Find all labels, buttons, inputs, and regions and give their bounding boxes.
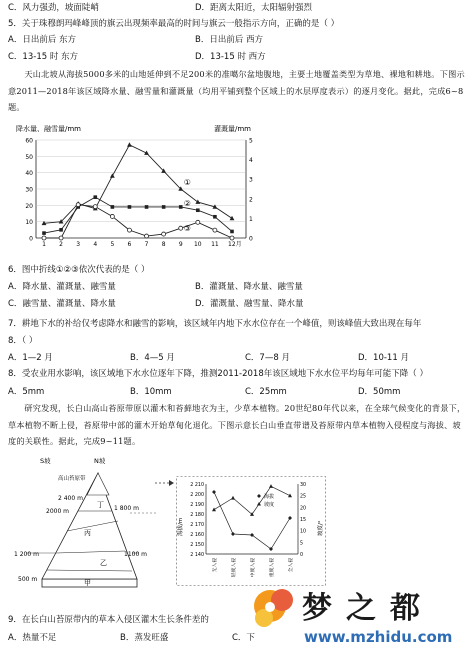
chart2-category-tick: 中度入侵 (251, 558, 256, 578)
chart1-left-tick: 30 (25, 186, 33, 194)
series-3-point (59, 236, 63, 240)
series-3-point (42, 236, 46, 240)
chart1-x-tick: 11 (211, 241, 219, 248)
chart2-category-tick: 无入侵 (213, 558, 218, 573)
chart1-ylabel-left: 降水量、融雪量/mm (16, 125, 81, 133)
series-3-point (110, 214, 114, 218)
alt-2000-label: 2000 m (46, 508, 70, 515)
legend-slope-label: 坡度 (264, 502, 275, 508)
logo-icon (265, 602, 275, 612)
chart2-left-tick: 2 160 (190, 533, 204, 538)
chart2-series-2-line (214, 486, 290, 514)
chart1-x-tick: 10 (193, 241, 202, 248)
series-1-point (127, 142, 132, 146)
chart2-ylabel-right: 坡度/° (318, 520, 324, 536)
series-2-point (162, 205, 166, 209)
q6-option-b: B．灌溉量、降水量、融雪量 (195, 282, 303, 292)
chart2-left-tick: 2 180 (190, 513, 204, 518)
zone-bing: 丙 (84, 529, 91, 537)
series-2-line (44, 197, 232, 233)
s-slope-label: S坡 (40, 457, 51, 465)
mountain-outline (42, 473, 137, 579)
alt-500-label: 500 m (18, 576, 38, 583)
chart1-x-tick: 4 (93, 241, 98, 248)
connector-arrow (155, 475, 175, 495)
passage-tianshan: 天山北坡从海拔5000多米的山地延伸到不足200米的准噶尔盆地腹地，主要土地覆盖类型为草地、裸地和耕地。下图示意2011—2018年该区域降水量、融雪量和灌溉量（均用平铺到整个区域上的水层厚度表示）的逐月变化。据此，完成6~8题。 (8, 69, 465, 112)
series-1-line (44, 145, 232, 223)
chart1-right-tick: 5 (249, 137, 253, 145)
series-2-point (111, 205, 115, 209)
chart2-altitude-point (231, 532, 235, 536)
chart2-right-tick: 25 (300, 494, 307, 500)
q7-option-c: C．7—8 月 (245, 353, 290, 363)
q9-stem: 9．在长白山苔原带内的草本入侵区灌木生长条件差的 (8, 615, 209, 625)
chart1-x-tick: 3 (76, 241, 81, 248)
series-2-point (213, 215, 217, 219)
chart1-left-tick: 60 (25, 137, 33, 145)
series-2-point (93, 195, 97, 199)
q5-option-c: C．13-15 时 东方 (8, 52, 79, 62)
chart2-right-tick: 5 (300, 541, 304, 547)
q6-option-d: D．灌溉量、融雪量、降水量 (195, 299, 304, 309)
q9-option-a: A．热量不足 (8, 633, 57, 643)
watermark-url: www.mzhidu.com (304, 628, 453, 646)
series-marker-1: ① (183, 178, 191, 187)
tundra-label: 高山苔原带 (58, 476, 86, 482)
series-3-point (162, 232, 166, 236)
q5-option-a: A．日出前后 东方 (8, 35, 77, 45)
q6-option-a: A．降水量、灌溉量、融雪量 (8, 282, 116, 292)
chart2-left-tick: 2 190 (190, 503, 204, 508)
q7-stem-cont: 8．（ ） (8, 336, 38, 346)
chart1-right-tick: 0 (249, 235, 253, 243)
chart2-altitude-point (212, 490, 216, 494)
q5-option-b: B．日出前后 西方 (195, 35, 264, 45)
chart2-ylabel-left: 海拔/m (178, 517, 184, 536)
zone-yi: 乙 (100, 559, 107, 567)
series-1-point (195, 199, 200, 203)
n-slope-label: N坡 (94, 457, 106, 465)
chart1-right-tick: 1 (249, 215, 253, 223)
series-marker-3: ③ (183, 224, 191, 234)
chart1-x-axis-label: 12月 (228, 241, 242, 248)
chart2-series-1-line (214, 492, 290, 549)
zone-ding: 丁 (97, 501, 104, 509)
chart1-right-tick: 4 (249, 157, 253, 165)
chart1-x-tick: 9 (178, 241, 183, 248)
changbai-vertical-zone-diagram (12, 455, 162, 590)
chart2-right-tick: 30 (300, 483, 307, 488)
precip-snowmelt-irrigation-chart (14, 120, 274, 260)
chart2-right-tick: 20 (300, 506, 307, 512)
series-2-point (128, 205, 132, 209)
chart1-x-tick: 1 (42, 241, 46, 248)
series-2-point (196, 208, 200, 212)
q9-option-b: B．蒸发旺盛 (120, 633, 169, 643)
chart1-left-tick: 20 (25, 202, 33, 210)
q7-option-a: A．1—2 月 (8, 353, 53, 363)
chart1-x-tick: 6 (127, 241, 132, 248)
series-3-point (127, 228, 131, 232)
chart1-x-tick: 2 (59, 241, 64, 248)
chart1-right-tick: 2 (249, 196, 253, 204)
watermark-brand: 梦之都 (302, 591, 434, 626)
chart1-ylabel-right: 灌溉量/mm (214, 125, 251, 133)
q6-stem: 6．图中折线①②③依次代表的是（ ） (8, 265, 150, 275)
chart1-left-tick: 10 (25, 219, 33, 227)
chart2-category-tick: 全入侵 (289, 558, 294, 573)
alt-1100-label: 1100 m (124, 551, 148, 558)
legend-altitude-marker (257, 494, 261, 498)
series-2-point (145, 205, 149, 209)
chart2-slope-point (231, 496, 235, 500)
series-marker-2: ② (183, 198, 191, 208)
series-3-point (179, 226, 183, 230)
q8-option-a: A．5mm (8, 387, 45, 397)
chart2-slope-point (212, 507, 216, 511)
chart1-x-tick: 5 (110, 241, 115, 248)
chart2-right-tick: 15 (300, 518, 307, 523)
series-3-point (230, 236, 234, 240)
series-1-point (230, 216, 235, 220)
q7-option-b: B．4—5 月 (130, 353, 175, 363)
alt-1200-label: 1 200 m (14, 551, 39, 558)
series-2-point (179, 205, 183, 209)
chart2-category-tick: 重度入侵 (270, 558, 275, 578)
q4-option-c: C．风力强劲，坡面陡峭 (8, 3, 99, 13)
chart2-left-tick: 2 140 (190, 553, 204, 558)
series-3-point (93, 205, 97, 209)
legend-altitude-label: 海拔 (264, 494, 275, 500)
series-2-point (230, 230, 234, 234)
chart2-left-tick: 2 170 (190, 523, 204, 528)
chart2-altitude-point (288, 516, 292, 520)
series-2-point (42, 231, 46, 235)
chart2-category-tick: 轻度入侵 (232, 558, 237, 578)
q8-option-b: B．10mm (130, 387, 172, 397)
chart1-left-tick: 50 (25, 153, 33, 161)
zone-jia: 甲 (84, 579, 91, 587)
chart2-left-tick: 2 210 (190, 483, 204, 488)
chart1-left-tick: 0 (29, 235, 33, 243)
q7-option-d: D．10-11 月 (358, 353, 409, 363)
q5-option-d: D．13-15 时 西方 (195, 52, 266, 62)
chart2-left-tick: 2 150 (190, 543, 204, 548)
q5-stem: 5．关于珠穆朗玛峰峰顶的旗云出现频率最高的时间与旗云一般指示方向，正确的是（ ） (8, 19, 340, 29)
q7-stem: 7．耕地下水的补给仅考虑降水和融雪的影响，该区域年内地下水水位存在一个峰值，则该峰值大致出现在每年 (8, 319, 422, 329)
invasion-altitude-slope-chart (176, 476, 326, 586)
watermark-logo (244, 578, 470, 650)
q8-option-d: D．50mm (358, 387, 401, 397)
chart2-right-tick: 10 (300, 529, 307, 535)
q6-option-c: C．融雪量、灌溉量、降水量 (8, 299, 116, 309)
passage-changbaishan: 研究发现，长白山高山苔原带原以灌木和苔藓地衣为主，少草本植物。20世纪80年代以来，在全球气候变化的背景下，草本植物不断上侵，苔原带中部的灌木开始草甸化退化。下图示意长白山垂直带谱及苔原带内草本植物入侵程度与海拔、坡度的关联性。据此，完成9~11题。 (8, 403, 466, 446)
chart1-x-tick: 8 (161, 241, 166, 248)
chart2-right-tick: 0 (300, 553, 304, 558)
series-3-point (213, 228, 217, 232)
chart1-left-tick: 40 (25, 170, 33, 178)
alt-2400-label: 2 400 m (58, 495, 83, 502)
alt-1800-label: 1 800 m (114, 505, 139, 512)
series-3-point (145, 234, 149, 238)
q8-stem: 8．受农业用水影响，该区域地下水水位逐年下降，推测2011-2018年该区域地下水水位平均每年可能下降（ ） (8, 369, 428, 379)
series-1-point (110, 173, 115, 177)
series-3-point (196, 220, 200, 224)
chart1-x-tick: 7 (144, 241, 149, 248)
chart1-right-tick: 3 (249, 176, 253, 184)
q9-option-c: C．下 (232, 633, 255, 643)
series-3-point (76, 203, 80, 207)
chart2-left-tick: 2 200 (190, 493, 204, 498)
series-2-point (59, 228, 63, 232)
chart2-slope-point (269, 484, 273, 488)
q4-option-d: D．距离太阳近，太阳辐射强烈 (195, 3, 313, 13)
q8-option-c: C．25mm (245, 387, 287, 397)
